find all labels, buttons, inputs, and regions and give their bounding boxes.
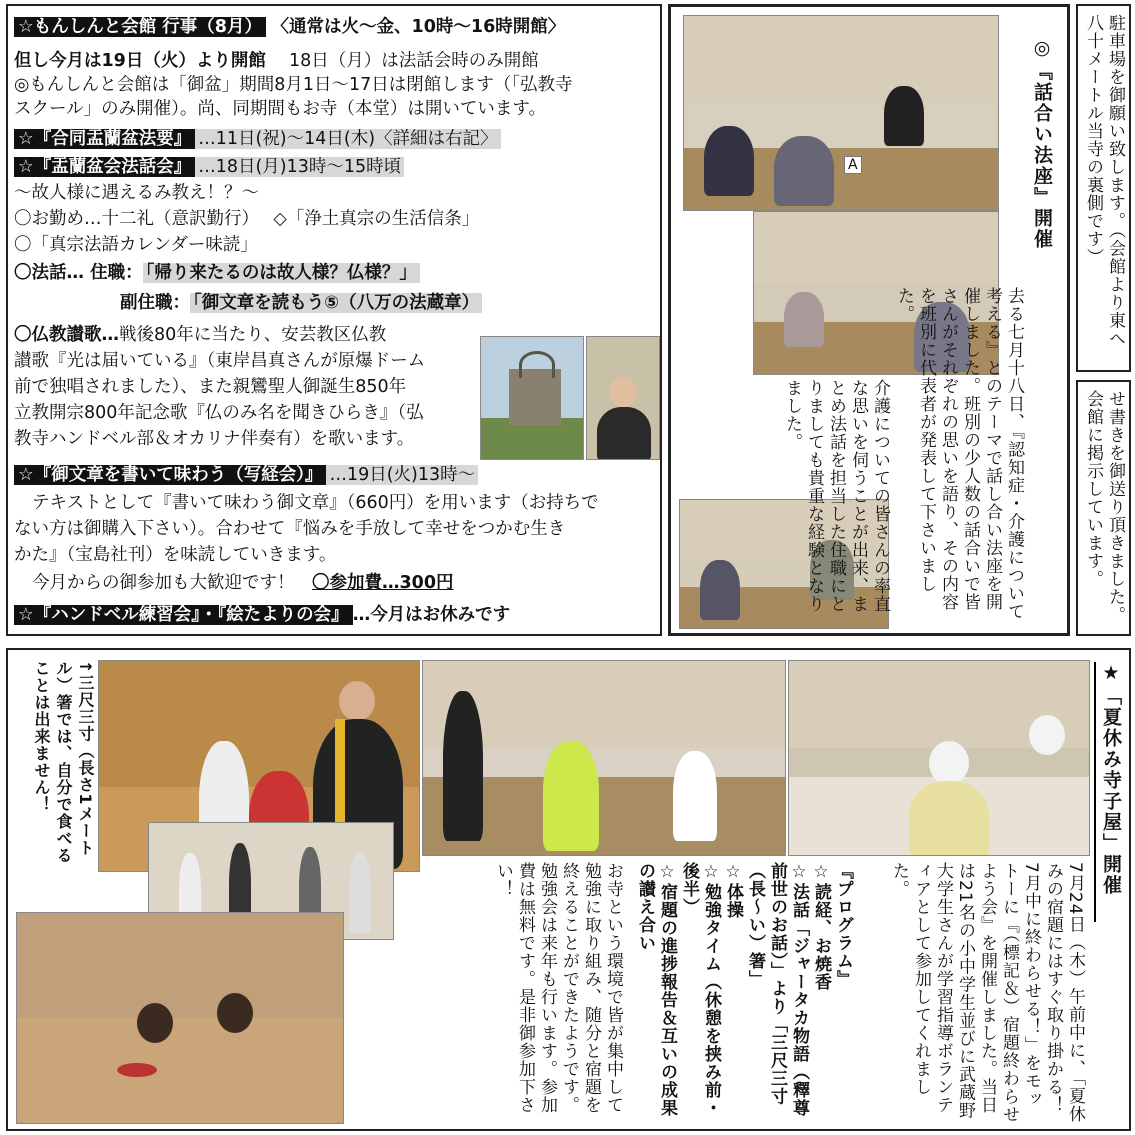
talk-box (668, 4, 1070, 636)
events-box (6, 4, 662, 636)
event2-line1b: ◇「浄土真宗の生活信条」 (273, 209, 480, 229)
chopstick-note: ↑三尺三寸（長さ1メートル）箸では、自分で食べることは出来ません！ (32, 660, 95, 864)
side-note-bottom (1076, 380, 1131, 636)
talk-title: ◎『話合い法座』開催 (1031, 37, 1053, 250)
event2-line1a: 〇お勤め…十二礼（意訳勤行） (14, 209, 251, 229)
event3-line3: かた』（宝島社刊）を味読していきます。 (14, 545, 337, 565)
camp-photo-meal (16, 912, 344, 1124)
event3-welcome: 今月からの御参加も大歓迎です！ (32, 573, 295, 593)
table-sign: A (844, 156, 862, 174)
talk-body-2: 介護についての皆さんの率直な思いを伺うことが出来、まとめ法話を担当した住職にとりましても貴重な経験となりました。 (782, 379, 890, 613)
event3-line2: ない方は御購入下さい）。合わせて『悩みを手放して幸せをつかむ生き (14, 519, 566, 539)
event2-line3b: 「帰り来たるのは故人様？仏様？」 (143, 263, 420, 283)
camp-box (6, 648, 1131, 1131)
camp-photo-study-2 (788, 660, 1090, 856)
event2-date: …18日(月)13時～15時頃 (195, 157, 404, 177)
camp-body-3: お寺という環境で皆が集中して勉強に取り組み、随分と宿題を終えることができたようです。勉強会は来年も行います。参加費は無料です。是非御参加下さい！ (493, 862, 623, 1114)
hours-note: 〈通常は火～金、10時～16時開館〉 (271, 17, 566, 37)
event2-line2: 〇「真宗法語カレンダー味読」 (14, 235, 258, 255)
song-line2: 讃歌『光は届いている』（東岸昌真さんが原爆ドーム (14, 351, 426, 371)
program-item-1: ☆読経、お焼香 (811, 862, 831, 991)
closed-line-2: スクール」のみ開催）。尚、同期間もお寺（本堂）は開いています。 (14, 99, 546, 119)
event4-title: ☆『ハンドベル練習会』・『絵たよりの会』 (14, 605, 353, 625)
event1-title: ☆『合同盂蘭盆法要』 (14, 129, 195, 149)
atomic-dome-photo (480, 336, 584, 460)
event2-title: ☆『盂蘭盆会法話会』 (14, 157, 195, 177)
event2-line3a: 〇法話… 住職： (14, 263, 143, 283)
event3-fee: 〇参加費…300円 (312, 573, 454, 593)
event4-tail: …今月はお休みです (352, 605, 511, 625)
event2-subtitle: ～故人様に遇えるみ教え！？～ (14, 183, 259, 203)
closed-line-1: ◎もんしんと会館は「御盆」期間8月1日～17日は閉館します（「弘教寺 (14, 75, 573, 95)
program-item-4: ☆勉強タイム（休憩を挟み前・後半） (679, 862, 721, 1117)
side-top-text: 駐車場を御願い致します。（会館より東へ八十メートル当寺の裏側です） (1083, 14, 1125, 348)
singer-photo (586, 336, 660, 460)
camp-body: 7月24日（木）午前中に、「夏休みの宿題にはすぐ取り掛かる！7月中に終わらせる！」をモットーに『（標記＆）宿題終わらせよう会』を開催しました。当日は21名の小中学生並びに武蔵野大学生さんが学習指導ボランティアとして参加してくれました。 (889, 862, 1085, 1124)
talk-body: 去る七月十八日、『認知症・介護について考える』とのテーマで話し合い法座を開催しました。班別の少人数の話合いで皆さんがそれぞれの思いを語り、その内容を班別に代表者が発表して下さいました。 (894, 287, 1024, 621)
event2-line4a: 副住職： (120, 293, 190, 313)
song-line4: 立教開宗800年記念歌『仏のみ名を聞きひらき』（弘 (14, 403, 424, 423)
song-line5: 教寺ハンドベル部＆オカリナ伴奏有）を歌います。 (14, 429, 415, 449)
side-note-top (1076, 4, 1131, 372)
program-label: 『プログラム』 (833, 862, 853, 988)
talk-photo-1 (683, 15, 999, 211)
notice-18: 18日（月）は法話会時のみ開館 (288, 51, 539, 71)
event3-title: ☆『御文章を書いて味わう（写経会）』 (14, 465, 326, 485)
event1-date: …11日(祝)～14日(木)〈詳細は右記〉 (195, 129, 500, 149)
event3-line1: テキストとして『書いて味わう御文章』（660円）を用います（お持ちで (32, 493, 599, 513)
event3-date: …19日(火)13時～ (326, 465, 478, 485)
events-heading: ☆もんしんと会館 行事（8月） (14, 17, 266, 37)
program-item-5: ☆宿題の進捗報告＆互いの成果の讃え合い (635, 862, 677, 1117)
side-bottom-text: せ書きを御送り頂きました。会館に掲示しています。 (1083, 390, 1125, 624)
program-block (632, 862, 854, 1124)
song-line1: 戦後80年に当たり、安芸教区仏教 (119, 325, 387, 345)
camp-title: ★「夏休み寺子屋」開催 (1094, 662, 1125, 922)
notice-open: 但し今月は19日（火）より開館 (14, 51, 266, 71)
camp-photo-study-1 (422, 660, 786, 856)
song-line3: 前で独唱されました）、また親鸞聖人御誕生850年 (14, 377, 407, 397)
program-item-3: ☆体操 (723, 862, 743, 919)
program-item-2: ☆法話「ジャータカ物語（釋尊前世のお話）」より「三尺三寸（長～い）箸」 (745, 862, 809, 1117)
event2-line4b: 「御文章を読もう⑤（八万の法蔵章） (190, 293, 482, 313)
song-label: 〇仏教讃歌… (14, 325, 119, 345)
